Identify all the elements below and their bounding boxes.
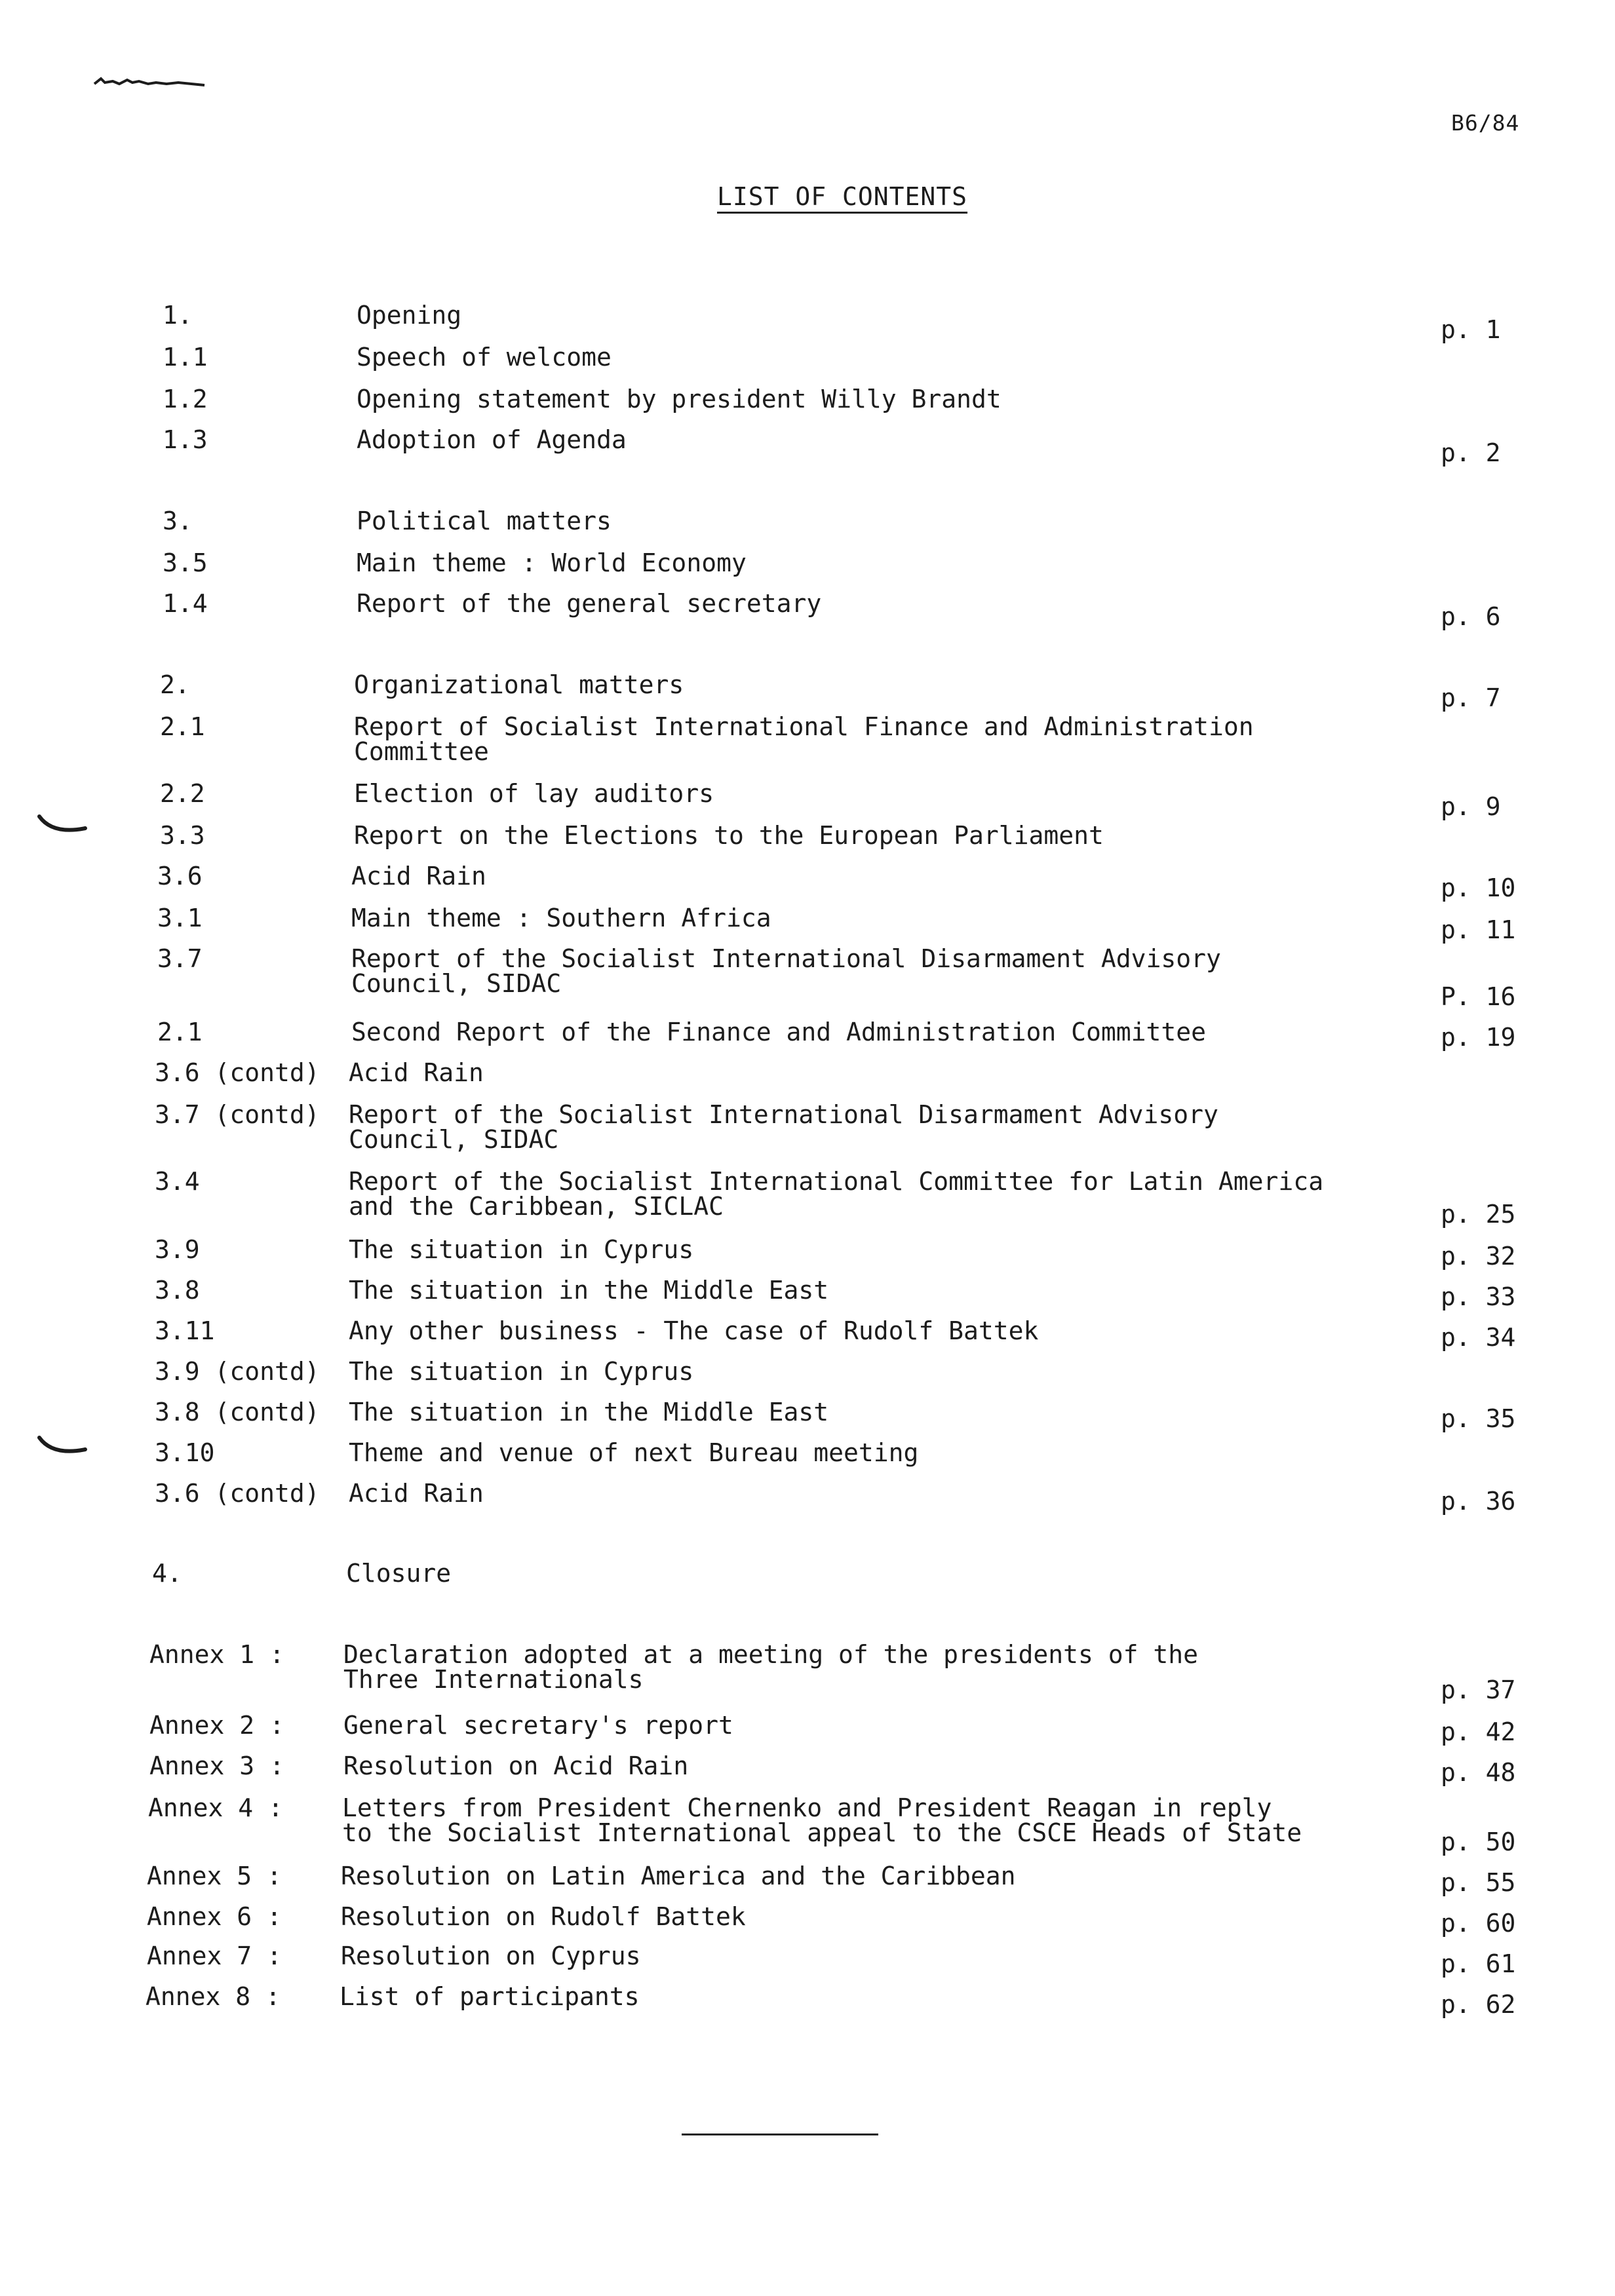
toc-item-number: 3.11 [155, 1316, 215, 1345]
toc-item-title: Letters from President Chernenko and President Reagan in reply to the Socialist International appeal to the CSCE Heads of State [342, 1793, 1302, 1847]
toc-item-number: 3.1 [157, 904, 203, 932]
toc-item-number: 3.6 [157, 862, 203, 890]
toc-item-number: 3.7 (contd) [155, 1100, 320, 1129]
toc-item-page: p. 7 [1441, 683, 1501, 712]
toc-item-title: Report of the Socialist International Disarmament Advisory Council, SIDAC [351, 944, 1221, 998]
toc-item-page: p. 6 [1441, 602, 1501, 631]
toc-item-number: 3.8 [155, 1276, 200, 1305]
toc-item-number: Annex 1 : [149, 1640, 284, 1669]
toc-item-title: Acid Rain [349, 1058, 484, 1087]
toc-item-page: p. 32 [1441, 1242, 1516, 1271]
toc-item-number: Annex 7 : [147, 1942, 282, 1970]
toc-item-page: p. 48 [1441, 1758, 1516, 1787]
toc-item-title: Opening statement by president Willy Brandt [357, 385, 1002, 413]
toc-item-page: p. 60 [1441, 1909, 1516, 1938]
toc-item-title: Election of lay auditors [354, 779, 714, 808]
toc-item-number: Annex 8 : [146, 1982, 281, 2011]
toc-item-number: 1.3 [163, 425, 208, 454]
toc-item-title: Political matters [357, 507, 612, 535]
closing-rule [682, 2133, 878, 2135]
toc-item-number: 2.1 [160, 712, 205, 741]
toc-item-title: Theme and venue of next Bureau meeting [349, 1438, 919, 1467]
toc-item-page: p. 36 [1441, 1487, 1516, 1516]
toc-item-title: Adoption of Agenda [357, 425, 627, 454]
toc-item-title: The situation in Cyprus [349, 1235, 694, 1264]
toc-item-number: Annex 6 : [147, 1902, 282, 1931]
toc-item-page: p. 10 [1441, 873, 1516, 902]
toc-item-title: Organizational matters [354, 670, 684, 699]
toc-item-title: The situation in the Middle East [349, 1276, 829, 1305]
toc-item-title: Acid Rain [351, 862, 486, 890]
toc-item-title: Report on the Elections to the European Parliament [354, 821, 1104, 850]
toc-item-page: p. 25 [1441, 1200, 1516, 1229]
toc-item-number: 3.6 (contd) [155, 1479, 320, 1508]
toc-item-page: p. 61 [1441, 1949, 1516, 1978]
toc-item-number: 3.5 [163, 548, 208, 577]
toc-item-number: 3.8 (contd) [155, 1398, 320, 1426]
toc-item-number: Annex 2 : [149, 1711, 284, 1740]
toc-item-number: 3.4 [155, 1167, 200, 1196]
toc-item-number: 4. [152, 1559, 182, 1588]
document-reference: B6/84 [1451, 110, 1520, 136]
toc-item-number: Annex 4 : [148, 1793, 283, 1822]
toc-item-page: p. 34 [1441, 1323, 1516, 1352]
toc-item-number: Annex 5 : [147, 1862, 282, 1890]
toc-item-page: p. 50 [1441, 1827, 1516, 1856]
toc-item-page: p. 19 [1441, 1023, 1516, 1052]
toc-item-title: Report of Socialist International Finance and Administration Committee [354, 712, 1254, 766]
toc-item-title: List of participants [340, 1982, 640, 2011]
toc-item-number: Annex 3 : [149, 1751, 284, 1780]
toc-item-title: Declaration adopted at a meeting of the presidents of the Three Internationals [343, 1640, 1199, 1694]
toc-item-title: Report of the Socialist International Committee for Latin America and the Caribbean, SICLAC [349, 1167, 1324, 1221]
toc-item-title: Main theme : World Economy [357, 548, 747, 577]
toc-item-title: Acid Rain [349, 1479, 484, 1508]
toc-item-page: p. 9 [1441, 792, 1501, 821]
toc-item-title: Second Report of the Finance and Administration Committee [351, 1018, 1207, 1046]
toc-item-page: p. 35 [1441, 1404, 1516, 1433]
toc-item-number: 3.9 [155, 1235, 200, 1264]
toc-item-number: 1.1 [163, 343, 208, 372]
toc-item-page: p. 42 [1441, 1717, 1516, 1746]
toc-item-page: p. 2 [1441, 438, 1501, 467]
toc-item-number: 2. [160, 670, 190, 699]
toc-item-title: Resolution on Latin America and the Caribbean [341, 1862, 1016, 1890]
toc-item-title: Opening [357, 301, 462, 330]
toc-item-title: Report of the general secretary [357, 589, 822, 618]
toc-item-title: Resolution on Acid Rain [343, 1751, 689, 1780]
toc-item-number: 3.9 (contd) [155, 1357, 320, 1386]
toc-item-number: 3.10 [155, 1438, 215, 1467]
toc-item-title: The situation in the Middle East [349, 1398, 829, 1426]
toc-item-number: 1.2 [163, 385, 208, 413]
toc-item-title: Any other business - The case of Rudolf Battek [349, 1316, 1039, 1345]
toc-item-title: Report of the Socialist International Disarmament Advisory Council, SIDAC [349, 1100, 1218, 1154]
toc-item-number: 2.1 [157, 1018, 203, 1046]
toc-item-number: 2.2 [160, 779, 205, 808]
toc-item-title: General secretary's report [343, 1711, 733, 1740]
toc-item-page: p. 11 [1441, 915, 1516, 944]
toc-item-title: Speech of welcome [357, 343, 612, 372]
toc-item-page: p. 33 [1441, 1282, 1516, 1311]
toc-item-page: P. 16 [1441, 982, 1516, 1011]
toc-item-title: Closure [346, 1559, 452, 1588]
toc-item-title: Main theme : Southern Africa [351, 904, 771, 932]
toc-item-number: 3.3 [160, 821, 205, 850]
toc-item-number: 1. [163, 301, 193, 330]
toc-item-number: 3. [163, 507, 193, 535]
toc-item-page: p. 55 [1441, 1868, 1516, 1897]
toc-item-title: The situation in Cyprus [349, 1357, 694, 1386]
toc-item-page: p. 37 [1441, 1675, 1516, 1704]
toc-item-number: 3.6 (contd) [155, 1058, 320, 1087]
toc-item-title: Resolution on Rudolf Battek [341, 1902, 746, 1931]
toc-item-number: 1.4 [163, 589, 208, 618]
toc-item-title: Resolution on Cyprus [341, 1942, 641, 1970]
page-title: LIST OF CONTENTS [717, 182, 968, 211]
toc-item-number: 3.7 [157, 944, 203, 973]
toc-item-page: p. 62 [1441, 1990, 1516, 2019]
toc-item-page: p. 1 [1441, 315, 1501, 344]
